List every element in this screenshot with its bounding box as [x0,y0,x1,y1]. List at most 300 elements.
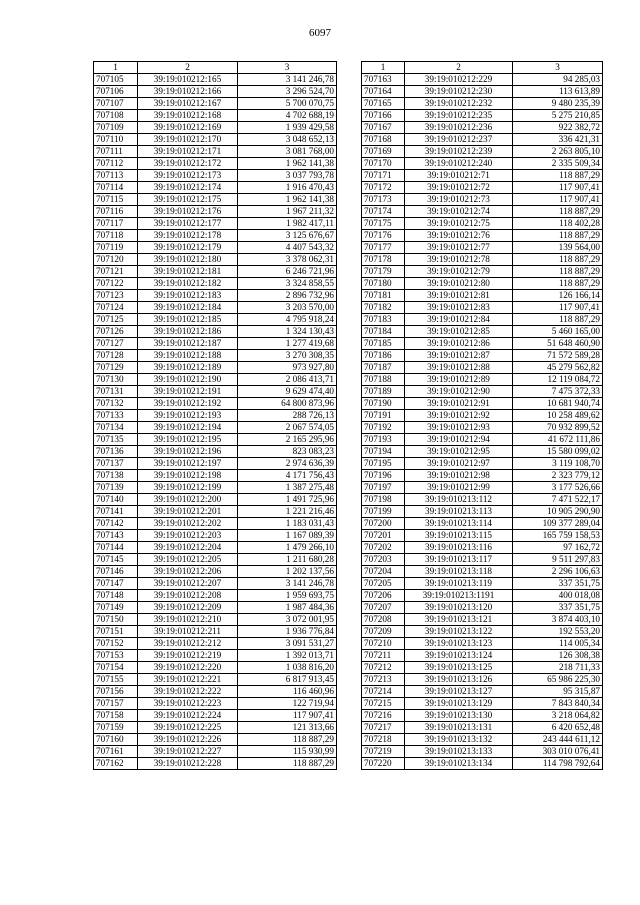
cadastral-value: 3 270 308,35 [238,350,337,362]
row-number: 707178 [362,254,405,266]
cadastral-value: 118 887,29 [513,314,603,326]
cadastral-value: 3 324 858,55 [238,278,337,290]
row-number: 707177 [362,242,405,254]
row-number: 707201 [362,530,405,542]
table-row [362,638,603,650]
cadastral-number: 39:19:010212:86 [405,338,513,350]
row-number: 707214 [362,686,405,698]
cadastral-value: 5 460 165,00 [513,326,603,338]
cadastral-number: 39:19:010213:117 [405,554,513,566]
cadastral-value: 9 480 235,39 [513,98,603,110]
header-col-3: 3 [513,62,603,74]
cadastral-value: 1 962 141,38 [238,194,337,206]
row-number: 707130 [94,374,138,386]
cadastral-value: 1 392 013,71 [238,650,337,662]
cadastral-value: 1 038 816,20 [238,662,337,674]
table-row [94,374,337,386]
row-number: 707173 [362,194,405,206]
row-number: 707129 [94,362,138,374]
cadastral-number: 39:19:010212:77 [405,242,513,254]
cadastral-number: 39:19:010212:239 [405,146,513,158]
row-number: 707208 [362,614,405,626]
cadastral-value: 6 246 721,96 [238,266,337,278]
cadastral-value: 1 211 680,28 [238,554,337,566]
row-number: 707118 [94,230,138,242]
row-number: 707161 [94,746,138,758]
cadastral-value: 126 308,38 [513,650,603,662]
cadastral-number: 39:19:010212:199 [138,482,238,494]
cadastral-number: 39:19:010212:194 [138,422,238,434]
row-number: 707193 [362,434,405,446]
cadastral-number: 39:19:010212:211 [138,626,238,638]
cadastral-value: 2 263 805,10 [513,146,603,158]
table-row [94,722,337,734]
cadastral-number: 39:19:010212:185 [138,314,238,326]
row-number: 707140 [94,494,138,506]
header-col-1: 1 [362,62,405,74]
row-number: 707185 [362,338,405,350]
table-header-row [362,62,603,74]
cadastral-number: 39:19:010212:188 [138,350,238,362]
table-row [94,194,337,206]
cadastral-value: 4 795 918,24 [238,314,337,326]
row-number: 707180 [362,278,405,290]
row-number: 707202 [362,542,405,554]
row-number: 707151 [94,626,138,638]
cadastral-number: 39:19:010212:174 [138,182,238,194]
cadastral-value: 1 962 141,38 [238,158,337,170]
cadastral-value: 15 580 099,02 [513,446,603,458]
cadastral-number: 39:19:010212:75 [405,218,513,230]
cadastral-value: 118 887,29 [513,170,603,182]
cadastral-number: 39:19:010212:209 [138,602,238,614]
cadastral-number: 39:19:010212:191 [138,386,238,398]
table-row [362,686,603,698]
table-row [94,410,337,422]
row-number: 707154 [94,662,138,674]
table-row [362,494,603,506]
cadastral-number: 39:19:010212:205 [138,554,238,566]
cadastral-value: 3 037 793,78 [238,170,337,182]
table-row [362,266,603,278]
row-number: 707191 [362,410,405,422]
row-number: 707174 [362,206,405,218]
row-number: 707158 [94,710,138,722]
row-number: 707200 [362,518,405,530]
table-row [362,746,603,758]
cadastral-value: 71 572 589,28 [513,350,603,362]
table-row [94,638,337,650]
table-row [94,674,337,686]
table-row [362,134,603,146]
row-number: 707107 [94,98,138,110]
row-number: 707182 [362,302,405,314]
table-row [94,470,337,482]
cadastral-number: 39:19:010212:89 [405,374,513,386]
cadastral-number: 39:19:010212:223 [138,698,238,710]
table-row [94,218,337,230]
row-number: 707186 [362,350,405,362]
row-number: 707110 [94,134,138,146]
cadastral-number: 39:19:010212:207 [138,578,238,590]
row-number: 707115 [94,194,138,206]
table-row [362,326,603,338]
cadastral-value: 2 323 779,12 [513,470,603,482]
row-number: 707120 [94,254,138,266]
table-row [94,230,337,242]
table-row [94,146,337,158]
table-row [94,734,337,746]
table-row [362,314,603,326]
cadastral-value: 1 967 211,32 [238,206,337,218]
cadastral-number: 39:19:010212:92 [405,410,513,422]
cadastral-number: 39:19:010212:228 [138,758,238,770]
row-number: 707203 [362,554,405,566]
cadastral-number: 39:19:010213:118 [405,566,513,578]
table-row [362,122,603,134]
row-number: 707143 [94,530,138,542]
cadastral-value: 3 081 768,00 [238,146,337,158]
cadastral-number: 39:19:010212:237 [405,134,513,146]
row-number: 707105 [94,74,138,86]
table-row [94,254,337,266]
table-row [362,434,603,446]
cadastral-number: 39:19:010213:113 [405,506,513,518]
cadastral-value: 1 221 216,46 [238,506,337,518]
cadastral-number: 39:19:010212:167 [138,98,238,110]
table-row [94,326,337,338]
row-number: 707219 [362,746,405,758]
cadastral-number: 39:19:010212:99 [405,482,513,494]
cadastral-number: 39:19:010212:197 [138,458,238,470]
table-row [94,458,337,470]
row-number: 707114 [94,182,138,194]
table-row [362,554,603,566]
row-number: 707122 [94,278,138,290]
table-row [94,758,337,770]
table-row [362,734,603,746]
row-number: 707205 [362,578,405,590]
cadastral-number: 39:19:010213:132 [405,734,513,746]
row-number: 707209 [362,626,405,638]
cadastral-number: 39:19:010212:196 [138,446,238,458]
table-row [362,542,603,554]
cadastral-value: 3 874 403,10 [513,614,603,626]
cadastral-value: 117 907,41 [513,302,603,314]
cadastral-value: 3 091 531,27 [238,638,337,650]
row-number: 707126 [94,326,138,338]
cadastral-number: 39:19:010212:79 [405,266,513,278]
cadastral-number: 39:19:010212:76 [405,230,513,242]
table-row [94,362,337,374]
cadastral-number: 39:19:010213:134 [405,758,513,770]
cadastral-value: 41 672 111,86 [513,434,603,446]
cadastral-value: 118 887,29 [513,230,603,242]
table-row [94,566,337,578]
table-row [362,722,603,734]
cadastral-number: 39:19:010213:133 [405,746,513,758]
cadastral-number: 39:19:010212:175 [138,194,238,206]
cadastral-number: 39:19:010212:204 [138,542,238,554]
row-number: 707147 [94,578,138,590]
row-number: 707160 [94,734,138,746]
table-row [362,302,603,314]
cadastral-number: 39:19:010213:127 [405,686,513,698]
cadastral-value: 45 279 562,82 [513,362,603,374]
table-row [94,386,337,398]
table-row [362,758,603,770]
cadastral-number: 39:19:010212:71 [405,170,513,182]
table-row [362,218,603,230]
cadastral-value: 9 629 474,40 [238,386,337,398]
row-number: 707204 [362,566,405,578]
cadastral-value: 3 177 526,66 [513,482,603,494]
cadastral-number: 39:19:010213:125 [405,662,513,674]
table-row [94,590,337,602]
table-row [94,482,337,494]
table-row [362,626,603,638]
row-number: 707142 [94,518,138,530]
table-row [362,518,603,530]
table-row [362,230,603,242]
cadastral-number: 39:19:010212:198 [138,470,238,482]
table-row [362,362,603,374]
table-row [362,578,603,590]
table-row [94,206,337,218]
cadastral-value: 10 258 489,62 [513,410,603,422]
table-row [94,74,337,86]
row-number: 707136 [94,446,138,458]
row-number: 707119 [94,242,138,254]
cadastral-value: 3 125 676,67 [238,230,337,242]
row-number: 707217 [362,722,405,734]
table-row [362,422,603,434]
cadastral-value: 116 460,96 [238,686,337,698]
row-number: 707192 [362,422,405,434]
table-row [362,482,603,494]
cadastral-number: 39:19:010212:195 [138,434,238,446]
row-number: 707145 [94,554,138,566]
row-number: 707216 [362,710,405,722]
cadastral-value: 121 313,66 [238,722,337,734]
cadastral-value: 109 377 289,04 [513,518,603,530]
row-number: 707183 [362,314,405,326]
cadastral-value: 6 817 913,45 [238,674,337,686]
cadastral-number: 39:19:010212:81 [405,290,513,302]
cadastral-value: 3 141 246,78 [238,74,337,86]
row-number: 707164 [362,86,405,98]
table-row [362,350,603,362]
cadastral-value: 6 420 652,48 [513,722,603,734]
cadastral-number: 39:19:010212:236 [405,122,513,134]
table-row [94,602,337,614]
row-number: 707133 [94,410,138,422]
cadastral-number: 39:19:010213:116 [405,542,513,554]
table-row [94,122,337,134]
cadastral-value: 303 010 076,41 [513,746,603,758]
cadastral-value: 118 887,29 [238,758,337,770]
cadastral-number: 39:19:010212:85 [405,326,513,338]
table-row [362,566,603,578]
cadastral-number: 39:19:010212:203 [138,530,238,542]
row-number: 707131 [94,386,138,398]
row-number: 707170 [362,158,405,170]
cadastral-value: 118 887,29 [513,254,603,266]
cadastral-value: 337 351,75 [513,602,603,614]
cadastral-number: 39:19:010212:232 [405,98,513,110]
cadastral-value: 118 887,29 [513,266,603,278]
cadastral-number: 39:19:010212:91 [405,398,513,410]
cadastral-value: 3 048 652,13 [238,134,337,146]
cadastral-value: 3 141 246,78 [238,578,337,590]
table-row [362,386,603,398]
row-number: 707168 [362,134,405,146]
row-number: 707157 [94,698,138,710]
cadastral-number: 39:19:010212:182 [138,278,238,290]
table-row [362,590,603,602]
row-number: 707121 [94,266,138,278]
registry-table-right [361,61,603,770]
cadastral-value: 218 711,33 [513,662,603,674]
cadastral-value: 2 974 636,39 [238,458,337,470]
cadastral-value: 118 887,29 [513,206,603,218]
cadastral-number: 39:19:010212:221 [138,674,238,686]
cadastral-value: 1 982 417,11 [238,218,337,230]
table-row [362,290,603,302]
cadastral-value: 3 378 062,31 [238,254,337,266]
table-row [94,158,337,170]
cadastral-value: 118 887,29 [238,734,337,746]
table-row [362,398,603,410]
cadastral-value: 7 475 372,33 [513,386,603,398]
cadastral-value: 400 018,08 [513,590,603,602]
cadastral-number: 39:19:010212:98 [405,470,513,482]
row-number: 707169 [362,146,405,158]
row-number: 707108 [94,110,138,122]
cadastral-number: 39:19:010212:172 [138,158,238,170]
table-row [94,434,337,446]
cadastral-number: 39:19:010213:121 [405,614,513,626]
cadastral-number: 39:19:010212:235 [405,110,513,122]
row-number: 707184 [362,326,405,338]
row-number: 707112 [94,158,138,170]
table-row [94,446,337,458]
row-number: 707189 [362,386,405,398]
cadastral-value: 5 700 070,75 [238,98,337,110]
row-number: 707127 [94,338,138,350]
cadastral-number: 39:19:010212:200 [138,494,238,506]
table-row [362,194,603,206]
cadastral-value: 1 277 419,68 [238,338,337,350]
row-number: 707144 [94,542,138,554]
cadastral-number: 39:19:010212:171 [138,146,238,158]
cadastral-number: 39:19:010212:95 [405,446,513,458]
cadastral-number: 39:19:010213:126 [405,674,513,686]
row-number: 707172 [362,182,405,194]
cadastral-value: 2 335 509,34 [513,158,603,170]
row-number: 707135 [94,434,138,446]
cadastral-value: 973 927,80 [238,362,337,374]
cadastral-value: 243 444 611,12 [513,734,603,746]
cadastral-number: 39:19:010212:190 [138,374,238,386]
cadastral-value: 165 759 158,53 [513,530,603,542]
cadastral-value: 1 479 266,10 [238,542,337,554]
table-row [94,578,337,590]
cadastral-value: 337 351,75 [513,578,603,590]
row-number: 707149 [94,602,138,614]
row-number: 707128 [94,350,138,362]
row-number: 707176 [362,230,405,242]
cadastral-number: 39:19:010212:219 [138,650,238,662]
cadastral-number: 39:19:010212:90 [405,386,513,398]
cadastral-value: 1 959 693,75 [238,590,337,602]
cadastral-number: 39:19:010213:120 [405,602,513,614]
cadastral-number: 39:19:010212:193 [138,410,238,422]
table-header-row [94,62,337,74]
row-number: 707156 [94,686,138,698]
row-number: 707218 [362,734,405,746]
cadastral-number: 39:19:010212:229 [405,74,513,86]
cadastral-value: 1 202 137,56 [238,566,337,578]
cadastral-number: 39:19:010212:176 [138,206,238,218]
cadastral-value: 3 119 108,70 [513,458,603,470]
table-row [362,242,603,254]
cadastral-value: 192 553,20 [513,626,603,638]
cadastral-number: 39:19:010212:220 [138,662,238,674]
table-row [362,74,603,86]
table-row [94,662,337,674]
cadastral-value: 9 511 297,83 [513,554,603,566]
cadastral-number: 39:19:010212:179 [138,242,238,254]
table-row [362,110,603,122]
row-number: 707125 [94,314,138,326]
table-row [94,182,337,194]
table-row [94,698,337,710]
row-number: 707167 [362,122,405,134]
cadastral-value: 3 072 001,95 [238,614,337,626]
table-row [362,338,603,350]
table-row [94,170,337,182]
row-number: 707175 [362,218,405,230]
table-row [362,458,603,470]
row-number: 707199 [362,506,405,518]
cadastral-number: 39:19:010212:222 [138,686,238,698]
cadastral-value: 95 315,87 [513,686,603,698]
cadastral-number: 39:19:010212:212 [138,638,238,650]
cadastral-value: 2 086 413,71 [238,374,337,386]
table-row [94,710,337,722]
table-row [362,182,603,194]
table-row [362,158,603,170]
cadastral-number: 39:19:010213:130 [405,710,513,722]
cadastral-value: 7 471 522,17 [513,494,603,506]
table-row [362,410,603,422]
table-row [362,662,603,674]
cadastral-value: 288 726,13 [238,410,337,422]
cadastral-value: 51 648 460,90 [513,338,603,350]
header-col-2: 2 [405,62,513,74]
cadastral-value: 1 987 484,36 [238,602,337,614]
cadastral-value: 4 171 756,43 [238,470,337,482]
cadastral-number: 39:19:010212:80 [405,278,513,290]
row-number: 707116 [94,206,138,218]
cadastral-value: 3 296 524,70 [238,86,337,98]
cadastral-number: 39:19:010213:114 [405,518,513,530]
row-number: 707124 [94,302,138,314]
cadastral-value: 1 324 130,43 [238,326,337,338]
row-number: 707188 [362,374,405,386]
cadastral-value: 114 005,34 [513,638,603,650]
